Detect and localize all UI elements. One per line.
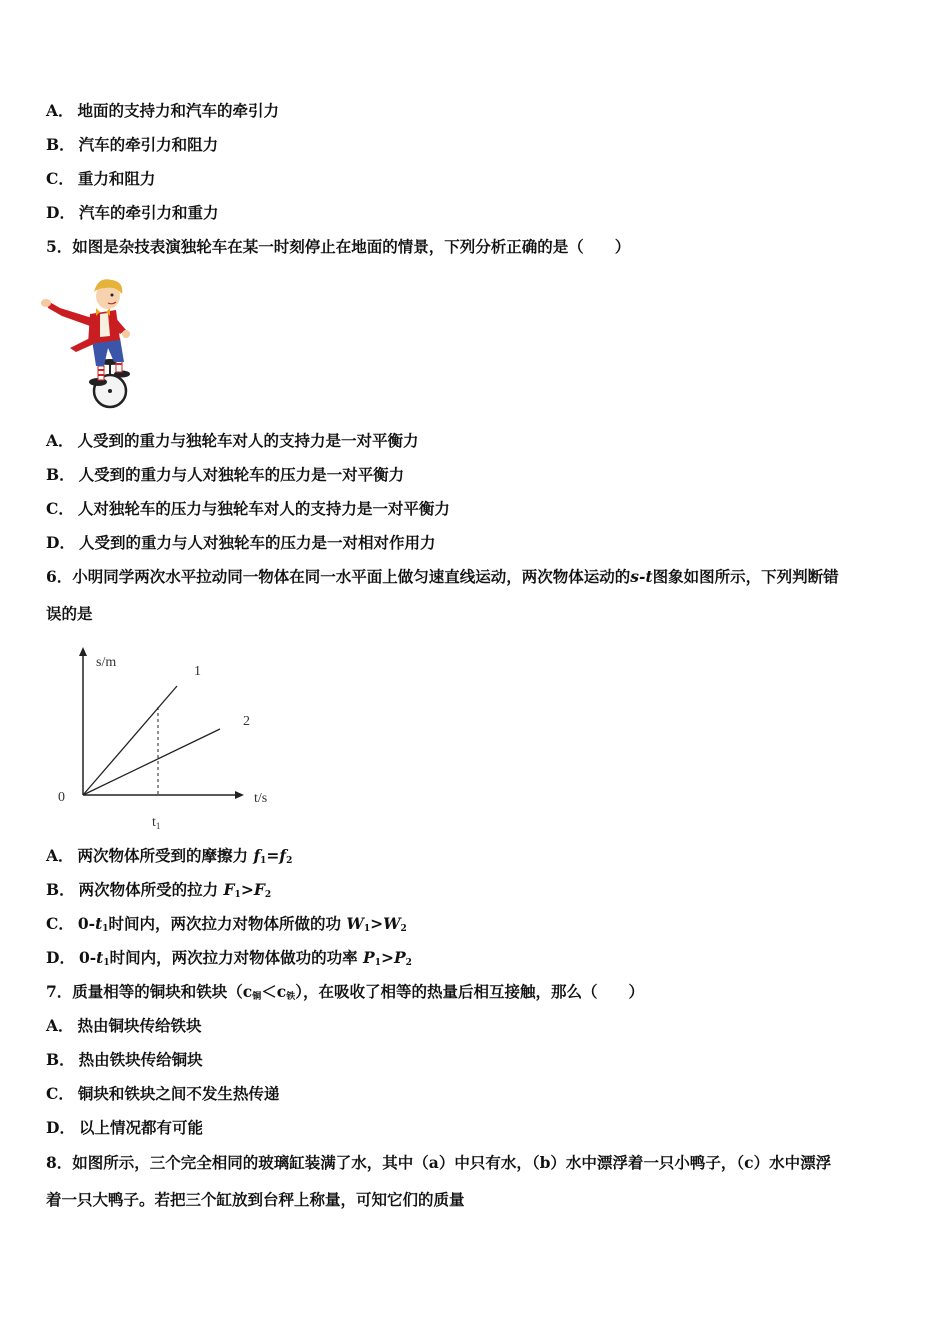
q7-option-d: D． 以上情况都有可能 xyxy=(46,1118,203,1137)
unicycle-performer-illustration xyxy=(40,278,150,413)
x-axis-label: t/s xyxy=(254,791,268,806)
q6-option-d: D． $0-t_1$时间内，两次拉力对物体做功的功率 $P_1>P_2$ xyxy=(46,948,412,968)
y-axis-label: s/m xyxy=(96,655,117,670)
q7-option-a: A． 热由铜块传给铁块 xyxy=(46,1016,202,1035)
origin-label: 0 xyxy=(58,790,65,805)
q4-option-c: C． 重力和阻力 xyxy=(46,169,156,188)
x-axis-arrow-icon xyxy=(235,791,244,799)
q6-option-b: B． 两次物体所受的拉力 $F_1>F_2$ xyxy=(46,880,272,900)
q4-option-a: A． 地面的支持力和汽车的牵引力 xyxy=(46,101,280,120)
q6-option-a: A． 两次物体所受到的摩擦力 $f_1=f_2$ xyxy=(46,846,293,866)
q4-option-b: B． 汽车的牵引力和阻力 xyxy=(46,135,219,154)
q8-stem: 8．如图所示，三个完全相同的玻璃缸装满了水，其中（a）中只有水，（b）水中漂浮着一只小鸭子，（c）水中漂浮 xyxy=(46,1153,832,1172)
q5-option-a: A． 人受到的重力与独轮车对人的支持力是一对平衡力 xyxy=(46,431,419,450)
line-2 xyxy=(83,729,220,795)
q5-option-c: C． 人对独轮车的压力与独轮车对人的支持力是一对平衡力 xyxy=(46,499,450,518)
q7-option-c: C． 铜块和铁块之间不发生热传递 xyxy=(46,1084,280,1103)
line-1 xyxy=(83,686,177,795)
q6-stem: 6．小明同学两次水平拉动同一物体在同一水平面上做匀速直线运动，两次物体运动的s-t图象如图所示，下列判断错 xyxy=(46,567,839,586)
y-axis-arrow-icon xyxy=(79,647,87,656)
s-t-graph xyxy=(50,645,290,835)
q7-stem: 7．质量相等的铜块和铁块$(c_铜<c_铁)$，在吸收了相等的热量后相互接触，那么（ ） xyxy=(46,982,644,1002)
line-1-label: 1 xyxy=(194,664,201,679)
q5-option-b: B． 人受到的重力与人对独轮车的压力是一对平衡力 xyxy=(46,465,405,484)
q6-option-c: C． $0-t_1$时间内，两次拉力对物体所做的功 $W_1>W_2$ xyxy=(46,914,407,934)
line-2-label: 2 xyxy=(243,714,250,729)
q4-option-d: D． 汽车的牵引力和重力 xyxy=(46,203,219,222)
q5-stem: 5．如图是杂技表演独轮车在某一时刻停止在地面的情景，下列分析正确的是（ ） xyxy=(46,237,631,256)
q6-stem-continued: 误的是 xyxy=(46,604,93,623)
q7-option-b: B． 热由铁块传给铜块 xyxy=(46,1050,203,1069)
q8-stem-continued: 着一只大鸭子。若把三个缸放到台秤上称量，可知它们的质量 xyxy=(46,1190,465,1209)
t1-label: $t_1$ xyxy=(152,815,161,831)
q5-option-d: D． 人受到的重力与人对独轮车的压力是一对相对作用力 xyxy=(46,533,436,552)
